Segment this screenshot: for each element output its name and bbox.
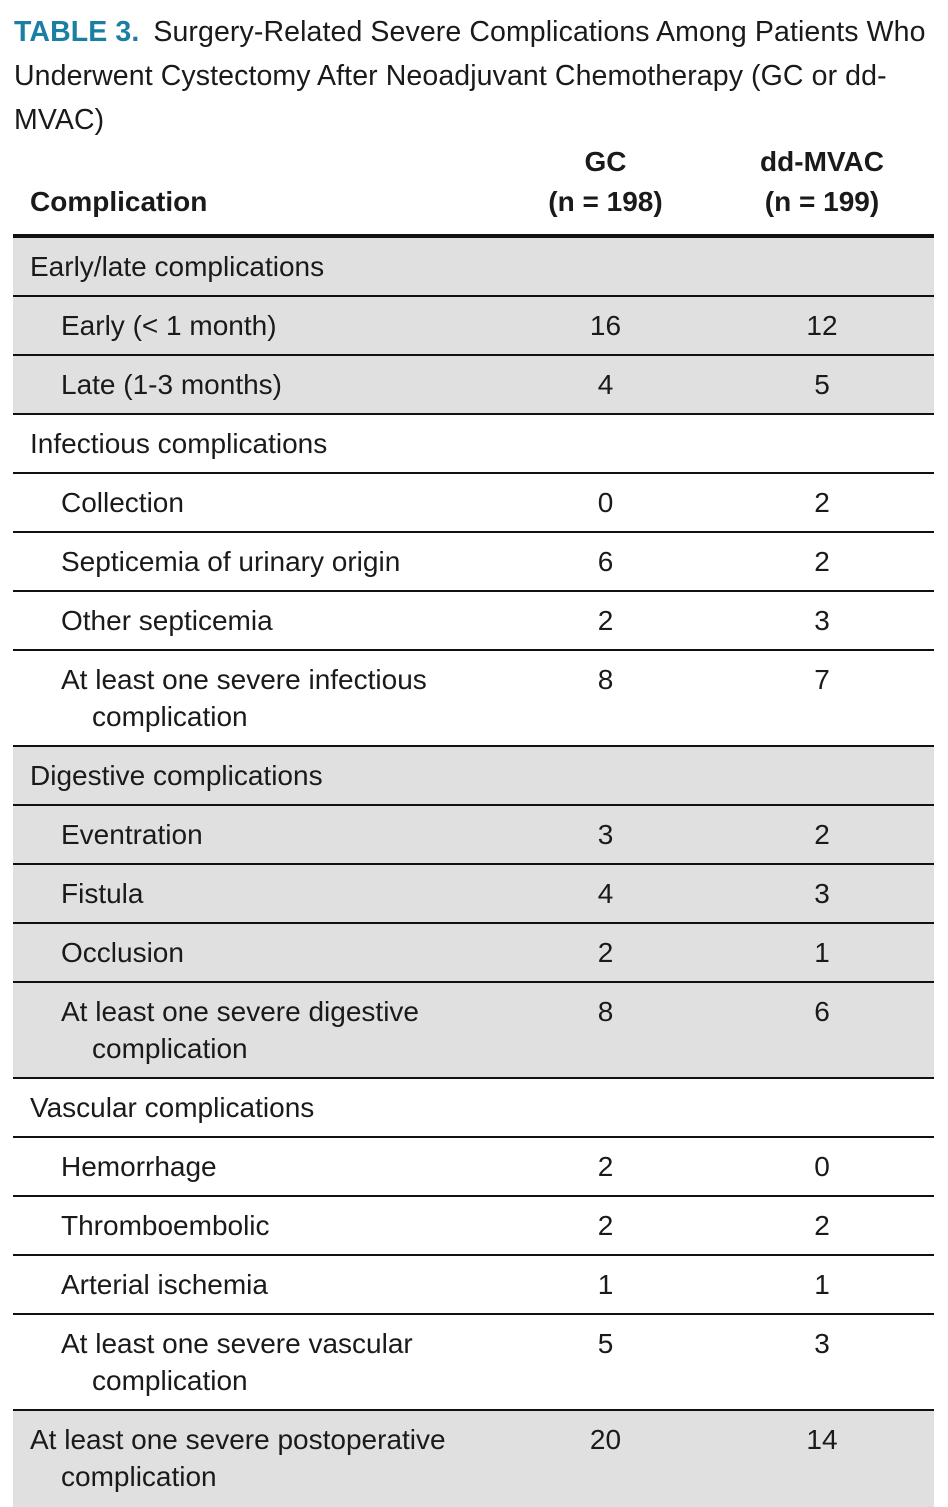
row-label: Digestive complications <box>13 746 501 805</box>
row-label: Eventration <box>13 805 501 864</box>
section-row-vascular <box>13 1078 934 1137</box>
table-row <box>13 805 934 864</box>
row-label <box>13 650 501 746</box>
row-label: Thromboembolic <box>13 1196 501 1255</box>
ddmvac-cell: 3 <box>710 1314 934 1410</box>
gc-cell: 5 <box>501 1314 710 1410</box>
gc-cell: 2 <box>501 591 710 650</box>
table-row <box>13 532 934 591</box>
table-caption <box>14 10 936 142</box>
gc-cell <box>501 414 710 473</box>
column-header-ddmvac <box>710 142 934 236</box>
gc-cell: 8 <box>501 650 710 746</box>
ddmvac-cell: 1 <box>710 1255 934 1314</box>
column-header-gc-name: GC <box>584 146 627 177</box>
table-row <box>13 1314 934 1410</box>
row-label <box>13 1314 501 1410</box>
complications-table <box>13 142 934 1507</box>
gc-cell: 2 <box>501 1196 710 1255</box>
gc-cell: 2 <box>501 1137 710 1196</box>
ddmvac-cell: 5 <box>710 355 934 414</box>
row-label: Fistula <box>13 864 501 923</box>
gc-cell: 1 <box>501 1255 710 1314</box>
ddmvac-cell: 12 <box>710 296 934 355</box>
gc-cell <box>501 746 710 805</box>
row-label-line2: complication <box>92 1365 248 1396</box>
ddmvac-cell <box>710 414 934 473</box>
column-header-ddmvac-n: (n = 199) <box>764 186 880 217</box>
section-row-digestive <box>13 746 934 805</box>
column-header-gc <box>501 142 710 236</box>
row-label: Arterial ischemia <box>13 1255 501 1314</box>
row-label-line1: At least one severe vascular <box>61 1328 413 1359</box>
table-row <box>13 1255 934 1314</box>
row-label: Early (< 1 month) <box>13 296 501 355</box>
table-row <box>13 864 934 923</box>
row-label: Collection <box>13 473 501 532</box>
ddmvac-cell: 2 <box>710 1196 934 1255</box>
ddmvac-cell: 3 <box>710 864 934 923</box>
ddmvac-cell: 2 <box>710 805 934 864</box>
row-label: Late (1-3 months) <box>13 355 501 414</box>
row-label: Vascular complications <box>13 1078 501 1137</box>
ddmvac-cell <box>710 1078 934 1137</box>
table-row <box>13 982 934 1078</box>
gc-cell: 16 <box>501 296 710 355</box>
table-row <box>13 650 934 746</box>
ddmvac-cell: 6 <box>710 982 934 1078</box>
table-row <box>13 1137 934 1196</box>
table-label: TABLE 3. <box>14 16 140 48</box>
row-label: Hemorrhage <box>13 1137 501 1196</box>
gc-cell <box>501 1078 710 1137</box>
header-row <box>13 142 934 236</box>
gc-cell <box>501 236 710 296</box>
gc-cell: 4 <box>501 355 710 414</box>
row-label-line1: At least one severe postoperative <box>30 1424 446 1455</box>
ddmvac-cell: 1 <box>710 923 934 982</box>
row-label-line2: complication <box>61 1461 217 1492</box>
table-row <box>13 923 934 982</box>
gc-cell: 20 <box>501 1410 710 1507</box>
ddmvac-cell: 3 <box>710 591 934 650</box>
row-label <box>13 982 501 1078</box>
section-row-early-late <box>13 236 934 296</box>
table-row <box>13 591 934 650</box>
column-header-gc-n: (n = 198) <box>548 186 663 217</box>
ddmvac-cell <box>710 236 934 296</box>
column-header-ddmvac-name: dd-MVAC <box>760 146 884 177</box>
row-label: Early/late complications <box>13 236 501 296</box>
row-label-line1: At least one severe digestive <box>61 996 419 1027</box>
gc-cell: 8 <box>501 982 710 1078</box>
ddmvac-cell: 2 <box>710 473 934 532</box>
gc-cell: 6 <box>501 532 710 591</box>
table-row <box>13 296 934 355</box>
ddmvac-cell <box>710 746 934 805</box>
table-body <box>13 236 934 1507</box>
row-label: Other septicemia <box>13 591 501 650</box>
row-label: Occlusion <box>13 923 501 982</box>
total-row <box>13 1410 934 1507</box>
table-row <box>13 355 934 414</box>
gc-cell: 4 <box>501 864 710 923</box>
row-label-line2: complication <box>92 1033 248 1064</box>
ddmvac-cell: 0 <box>710 1137 934 1196</box>
row-label: Infectious complications <box>13 414 501 473</box>
ddmvac-cell: 14 <box>710 1410 934 1507</box>
table-row <box>13 473 934 532</box>
row-label <box>13 1410 501 1507</box>
table-title: Surgery-Related Severe Complications Among Patients Who Underwent Cystectomy After Neoadjuvant Chemotherapy (GC or dd-MVAC) <box>14 16 926 136</box>
ddmvac-cell: 2 <box>710 532 934 591</box>
column-header-complication: Complication <box>13 142 501 236</box>
section-row-infectious <box>13 414 934 473</box>
gc-cell: 0 <box>501 473 710 532</box>
row-label: Septicemia of urinary origin <box>13 532 501 591</box>
row-label-line1: At least one severe infectious <box>61 664 427 695</box>
gc-cell: 3 <box>501 805 710 864</box>
table-row <box>13 1196 934 1255</box>
row-label-line2: complication <box>92 701 248 732</box>
ddmvac-cell: 7 <box>710 650 934 746</box>
gc-cell: 2 <box>501 923 710 982</box>
